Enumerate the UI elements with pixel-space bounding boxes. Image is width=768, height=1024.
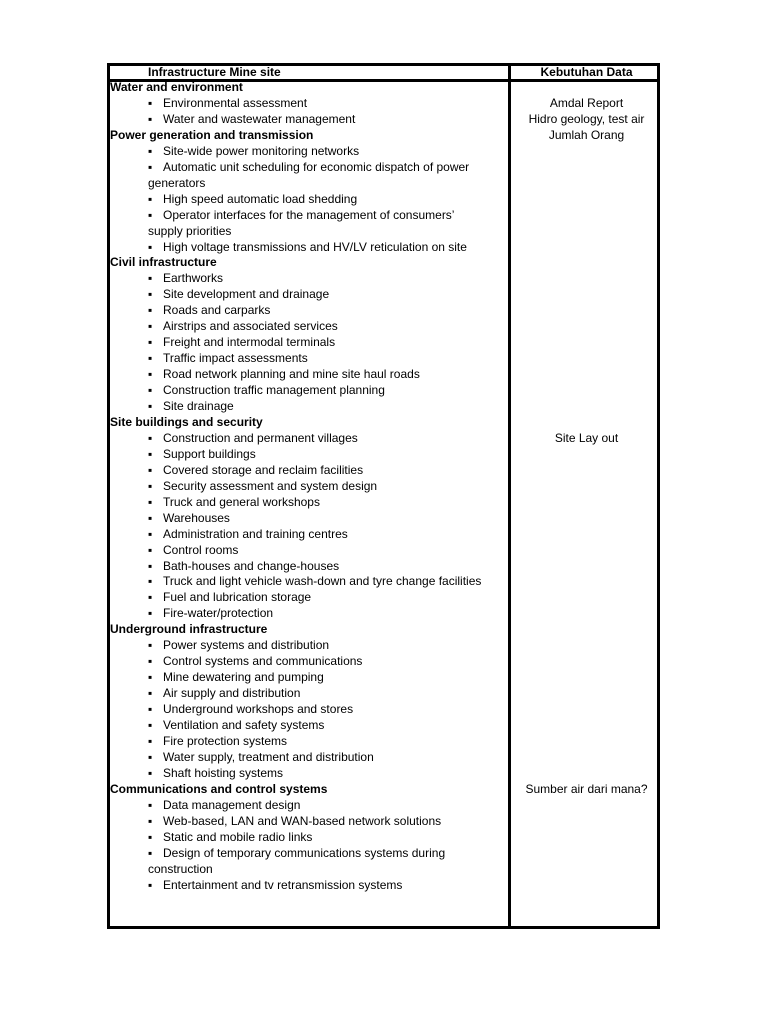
list-item — [148, 814, 441, 830]
bullet-icon: ▪ — [148, 526, 153, 541]
section-heading: Underground infrastructure — [110, 622, 268, 637]
bullet-icon: ▪ — [148, 686, 153, 701]
list-item-text: Truck and light vehicle wash-down and tyre change facilities — [163, 574, 482, 589]
bullet-icon: ▪ — [148, 510, 153, 525]
list-item-text: Site drainage — [163, 399, 234, 413]
list-item — [148, 846, 445, 862]
table-border-left — [107, 63, 110, 929]
list-item-text: Traffic impact assessments — [163, 351, 308, 366]
list-item-text: Freight and intermodal terminals — [163, 335, 336, 350]
bullet-icon: ▪ — [148, 383, 153, 398]
list-item — [148, 702, 353, 718]
list-item — [148, 606, 273, 622]
data-requirement-note: Amdal Report — [549, 96, 624, 110]
list-item — [148, 574, 481, 590]
list-item-text: High speed automatic load shedding — [163, 191, 358, 206]
section-heading: Water and environment — [110, 80, 243, 94]
list-item — [148, 271, 223, 287]
list-item-text: Fuel and lubrication storage — [163, 590, 312, 605]
bullet-icon: ▪ — [148, 733, 153, 748]
list-item-text: Data management design — [163, 797, 301, 812]
list-item — [148, 208, 454, 224]
list-item — [148, 750, 374, 766]
table-border-bottom — [107, 926, 660, 929]
list-item — [148, 590, 311, 606]
bullet-icon: ▪ — [148, 287, 153, 302]
list-item-text: Control rooms — [163, 542, 239, 557]
list-item-text: Environmental assessment — [163, 96, 308, 110]
section-heading: Communications and control systems — [110, 781, 328, 796]
list-item — [148, 686, 300, 702]
list-item-text: Fire protection systems — [163, 733, 288, 748]
list-item-text: Support buildings — [163, 446, 256, 461]
list-item-text: Mine dewatering and pumping — [163, 670, 324, 685]
section-heading: Power generation and transmission — [110, 127, 314, 142]
table-border-right — [657, 63, 660, 929]
bullet-icon: ▪ — [148, 111, 153, 126]
list-item — [148, 303, 270, 319]
bullet-icon: ▪ — [148, 478, 153, 493]
bullet-icon: ▪ — [148, 271, 153, 286]
header-kebutuhan-data: Kebutuhan Data — [540, 65, 633, 79]
list-item — [148, 192, 357, 208]
list-item — [148, 638, 329, 654]
list-item — [148, 479, 377, 495]
section-heading: Site buildings and security — [110, 414, 263, 429]
data-requirement-note: Site Lay out — [554, 430, 619, 445]
bullet-icon: ▪ — [148, 606, 153, 621]
list-item-text: Covered storage and reclaim facilities — [163, 462, 364, 477]
list-item-text: High voltage transmissions and HV/LV reticulation on site — [163, 239, 467, 254]
bullet-icon: ▪ — [148, 494, 153, 509]
bullet-icon: ▪ — [148, 239, 153, 254]
list-item — [148, 766, 283, 782]
list-item-text: Static and mobile radio links — [163, 829, 313, 844]
list-item-text: Airstrips and associated services — [163, 319, 338, 334]
bullet-icon: ▪ — [148, 446, 153, 461]
data-table — [107, 63, 660, 929]
list-item-text: Automatic unit scheduling for economic dispatch of power — [163, 159, 470, 174]
section-heading: Civil infrastructure — [110, 255, 217, 270]
bullet-icon: ▪ — [148, 430, 153, 445]
list-item — [148, 431, 358, 447]
bullet-icon: ▪ — [148, 367, 153, 382]
list-item — [148, 351, 308, 367]
list-item — [148, 447, 256, 463]
bullet-icon: ▪ — [148, 143, 153, 158]
list-item — [148, 319, 338, 335]
bullet-icon: ▪ — [148, 191, 153, 206]
list-item — [148, 527, 348, 543]
bullet-icon: ▪ — [148, 462, 153, 477]
list-item-text: Earthworks — [163, 271, 224, 286]
bullet-icon: ▪ — [148, 399, 153, 413]
list-item-text: Administration and training centres — [163, 526, 348, 541]
bullet-icon: ▪ — [148, 303, 153, 318]
bullet-icon: ▪ — [148, 638, 153, 653]
list-item-text: Water supply, treatment and distribution — [163, 749, 374, 764]
list-item-text: Warehouses — [163, 510, 230, 525]
list-item — [148, 511, 230, 527]
list-item-text: Bath-houses and change-houses — [163, 558, 340, 573]
bullet-icon: ▪ — [148, 542, 153, 557]
list-item — [148, 830, 312, 846]
list-item-continuation: generators — [148, 175, 206, 190]
list-item — [148, 383, 385, 399]
list-item — [148, 399, 234, 415]
list-item-text: Site development and drainage — [163, 287, 330, 302]
list-item — [148, 287, 329, 303]
list-item — [148, 160, 469, 176]
list-item — [148, 670, 324, 686]
header-infrastructure: Infrastructure Mine site — [148, 65, 281, 79]
bullet-icon: ▪ — [148, 670, 153, 685]
bullet-icon: ▪ — [148, 813, 153, 828]
list-item-text: Air supply and distribution — [163, 686, 301, 701]
bullet-icon: ▪ — [148, 159, 153, 174]
list-item-text: Design of temporary communications systems during — [163, 845, 446, 860]
bullet-icon: ▪ — [148, 319, 153, 334]
list-item — [148, 495, 320, 511]
list-item-text: Construction traffic management planning — [163, 383, 385, 398]
list-item — [148, 96, 307, 112]
list-item — [148, 718, 324, 734]
list-item-text: Road network planning and mine site haul roads — [163, 367, 420, 382]
list-item-text: Web-based, LAN and WAN-based network solutions — [163, 813, 442, 828]
list-item-text: Ventilation and safety systems — [163, 718, 325, 732]
list-item — [148, 335, 335, 351]
data-requirement-note: Sumber air dari mana? — [525, 781, 648, 796]
bullet-icon: ▪ — [148, 718, 153, 732]
list-item-text: Power systems and distribution — [163, 638, 330, 653]
list-item-text: Operator interfaces for the management of consumers’ — [163, 207, 455, 222]
list-item — [148, 463, 363, 479]
list-item — [148, 543, 238, 559]
list-item — [148, 559, 339, 575]
bullet-icon: ▪ — [148, 845, 153, 860]
list-item-continuation: construction — [148, 861, 213, 876]
list-item-text: Truck and general workshops — [163, 494, 320, 509]
list-item-text: Entertainment and tv retransmission systems — [163, 877, 403, 892]
bullet-icon: ▪ — [148, 829, 153, 844]
list-item — [148, 654, 362, 670]
bullet-icon: ▪ — [148, 574, 153, 589]
bullet-icon: ▪ — [148, 654, 153, 669]
bullet-icon: ▪ — [148, 351, 153, 366]
column-divider — [508, 63, 511, 929]
bullet-icon: ▪ — [148, 207, 153, 222]
bullet-icon: ▪ — [148, 590, 153, 605]
list-item-text: Water and wastewater management — [163, 111, 356, 126]
list-item-text: Site-wide power monitoring networks — [163, 143, 360, 158]
data-requirement-note: Hidro geology, test air — [528, 111, 645, 126]
bullet-icon: ▪ — [148, 335, 153, 350]
list-item — [148, 240, 467, 256]
bullet-icon: ▪ — [148, 877, 153, 892]
list-item — [148, 112, 355, 128]
bullet-icon: ▪ — [148, 96, 153, 110]
list-item — [148, 878, 402, 894]
bullet-icon: ▪ — [148, 558, 153, 573]
list-item-text: Fire-water/protection — [163, 606, 274, 621]
bullet-icon: ▪ — [148, 797, 153, 812]
list-item-text: Shaft hoisting systems — [163, 765, 284, 780]
list-item-text: Construction and permanent villages — [163, 430, 358, 445]
data-requirement-note: Jumlah Orang — [548, 127, 625, 142]
bullet-icon: ▪ — [148, 702, 153, 716]
bullet-icon: ▪ — [148, 765, 153, 780]
list-item-text: Security assessment and system design — [163, 478, 378, 493]
list-item-text: Roads and carparks — [163, 303, 271, 318]
list-item — [148, 798, 300, 814]
list-item-text: Underground workshops and stores — [163, 702, 354, 716]
list-item-continuation: supply priorities — [148, 223, 232, 238]
list-item-text: Control systems and communications — [163, 654, 363, 669]
list-item — [148, 367, 420, 383]
list-item — [148, 734, 287, 750]
bullet-icon: ▪ — [148, 749, 153, 764]
list-item — [148, 144, 359, 160]
